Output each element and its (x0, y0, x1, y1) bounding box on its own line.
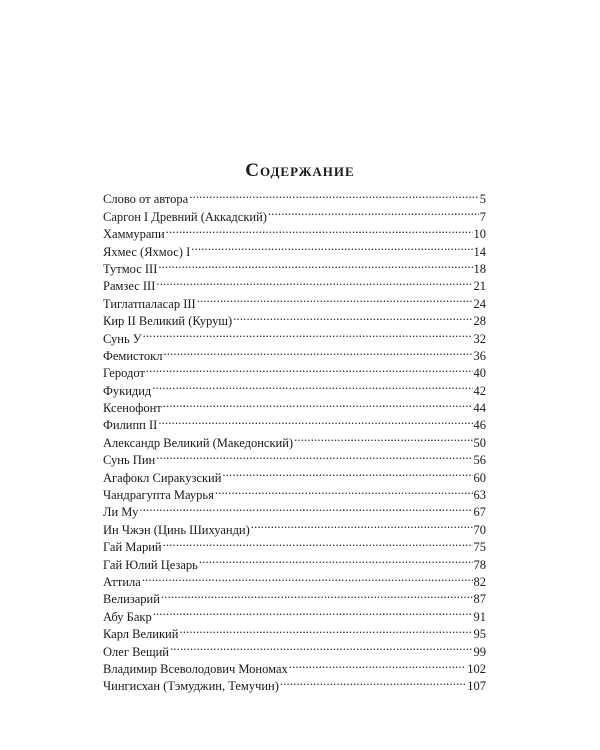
toc-entry-title: Хаммурапи (103, 227, 165, 242)
toc-dot-leader (179, 621, 472, 638)
toc-dot-leader (158, 256, 472, 273)
toc-entry-page-number: 18 (473, 261, 486, 276)
toc-dot-leader (222, 464, 472, 481)
toc-entry-page-number: 67 (473, 505, 486, 520)
toc-entry-title: Чингисхан (Тэмуджин, Темучин) (103, 679, 279, 694)
toc-entry (103, 464, 486, 485)
toc-entry-page-number: 42 (473, 383, 486, 398)
toc-dot-leader (158, 412, 472, 429)
toc-entry-page-number: 102 (467, 661, 486, 676)
toc-entry-title: Сунь У (103, 331, 142, 346)
toc-dot-leader (156, 273, 472, 290)
toc-entry-title: Гай Юлий Цезарь (103, 557, 198, 572)
toc-entry (103, 325, 486, 346)
toc-entry-page-number: 107 (467, 679, 486, 694)
toc-entry-title: Ксенофонт (103, 401, 162, 416)
toc-entry-title: Кир II Великий (Куруш) (103, 314, 233, 329)
toc-entry (103, 273, 486, 294)
toc-entry-page-number: 75 (473, 540, 486, 555)
toc-entry-title: Ин Чжэн (Цинь Шихуанди) (103, 522, 250, 537)
toc-entry-title: Филипп II (103, 418, 158, 433)
toc-entry-page-number: 24 (473, 296, 486, 311)
toc-entry (103, 603, 486, 624)
toc-entry-page-number: 32 (473, 331, 486, 346)
page-title: Содержание (245, 160, 355, 181)
toc-entry-page-number: 10 (473, 227, 486, 242)
toc-dot-leader (280, 673, 466, 690)
toc-entry (103, 621, 486, 642)
toc-dot-leader (170, 638, 473, 655)
toc-entry-title: Саргон I Древний (Аккадский) (103, 209, 267, 224)
toc-dot-leader (156, 447, 472, 464)
toc-dot-leader (215, 482, 473, 499)
toc-entry-title: Фукидид (103, 383, 152, 398)
toc-dot-leader (197, 290, 473, 307)
toc-entry-title: Тиглатпаласар III (103, 296, 196, 311)
toc-entry-page-number: 78 (473, 557, 486, 572)
toc-entry (103, 186, 486, 207)
toc-dot-leader (268, 203, 479, 220)
toc-entry-title: Чандрагупта Маурья (103, 488, 214, 503)
toc-dot-leader (166, 221, 473, 238)
toc-dot-leader (153, 603, 473, 620)
toc-entry-title: Геродот (103, 366, 145, 381)
toc-entry-page-number: 50 (473, 435, 486, 450)
toc-dot-leader (191, 238, 472, 255)
toc-entry (103, 586, 486, 607)
toc-dot-leader (294, 429, 472, 446)
toc-entry-title: Александр Великий (Македонский) (103, 435, 294, 450)
toc-entry-title: Владимир Всеволодович Мономах (103, 661, 288, 676)
toc-entry (103, 412, 486, 433)
toc-entry (103, 377, 486, 398)
toc-entry (103, 447, 486, 468)
toc-entry-page-number: 63 (473, 488, 486, 503)
toc-dot-leader (146, 360, 473, 377)
toc-entry (103, 343, 486, 363)
toc-entry-page-number: 99 (473, 644, 486, 659)
toc-dot-leader (143, 325, 473, 342)
toc-dot-leader (152, 377, 472, 394)
toc-entry-title: Рамзес III (103, 279, 156, 294)
toc-entry-title: Велизарий (103, 592, 160, 607)
toc-dot-leader (163, 395, 473, 412)
toc-entry-title: Агафокл Сиракузский (103, 470, 222, 485)
toc-entry-page-number: 82 (473, 574, 486, 589)
toc-entry (103, 429, 486, 450)
toc-entry-title: Сунь Пин (103, 453, 156, 468)
toc-dot-leader (161, 586, 473, 603)
toc-entry-title: Тутмос III (103, 261, 158, 276)
toc-entry (103, 256, 486, 276)
toc-entry (103, 360, 486, 381)
toc-entry-title: Ли Му (103, 505, 139, 520)
toc-entry-page-number: 14 (473, 244, 486, 259)
toc-dot-leader (142, 569, 473, 586)
toc-entry (103, 516, 486, 537)
toc-entry (103, 499, 486, 520)
toc-entry-page-number: 28 (473, 314, 486, 329)
toc-entry-page-number: 7 (479, 209, 486, 224)
toc-entry-page-number: 91 (473, 609, 486, 624)
toc-entry-title: Абу Бакр (103, 609, 152, 624)
toc-dot-leader (163, 534, 473, 551)
toc-entry-title: Олег Вещий (103, 644, 169, 659)
toc-entry-page-number: 60 (473, 470, 486, 485)
toc-entry-page-number: 40 (473, 366, 486, 381)
toc-dot-leader (163, 343, 472, 360)
toc-entry-title: Фемистокл (103, 348, 163, 363)
toc-dot-leader (139, 499, 472, 516)
toc-entry-page-number: 44 (473, 401, 486, 416)
toc-dot-leader (289, 656, 466, 673)
table-of-contents (103, 186, 486, 694)
toc-dot-leader (189, 186, 479, 203)
toc-entry-page-number: 36 (473, 348, 486, 363)
toc-entry-page-number: 87 (473, 592, 486, 607)
toc-dot-leader (199, 551, 473, 568)
toc-entry (103, 569, 486, 589)
toc-entry-title: Яхмес (Яхмос) I (103, 244, 191, 259)
toc-entry-title: Слово от автора (103, 192, 189, 207)
toc-entry-title: Аттила (103, 574, 141, 589)
toc-dot-leader (233, 308, 472, 325)
toc-entry-page-number: 95 (473, 627, 486, 642)
toc-entry-title: Гай Марий (103, 540, 162, 555)
toc-entry-page-number: 46 (473, 418, 486, 433)
toc-entry-title: Карл Великий (103, 627, 179, 642)
toc-entry (103, 290, 486, 311)
toc-entry (103, 395, 486, 416)
toc-entry-page-number: 56 (473, 453, 486, 468)
toc-dot-leader (251, 516, 473, 533)
toc-entry-page-number: 70 (473, 522, 486, 537)
toc-entry-page-number: 21 (473, 279, 486, 294)
toc-entry-page-number: 5 (479, 192, 486, 207)
